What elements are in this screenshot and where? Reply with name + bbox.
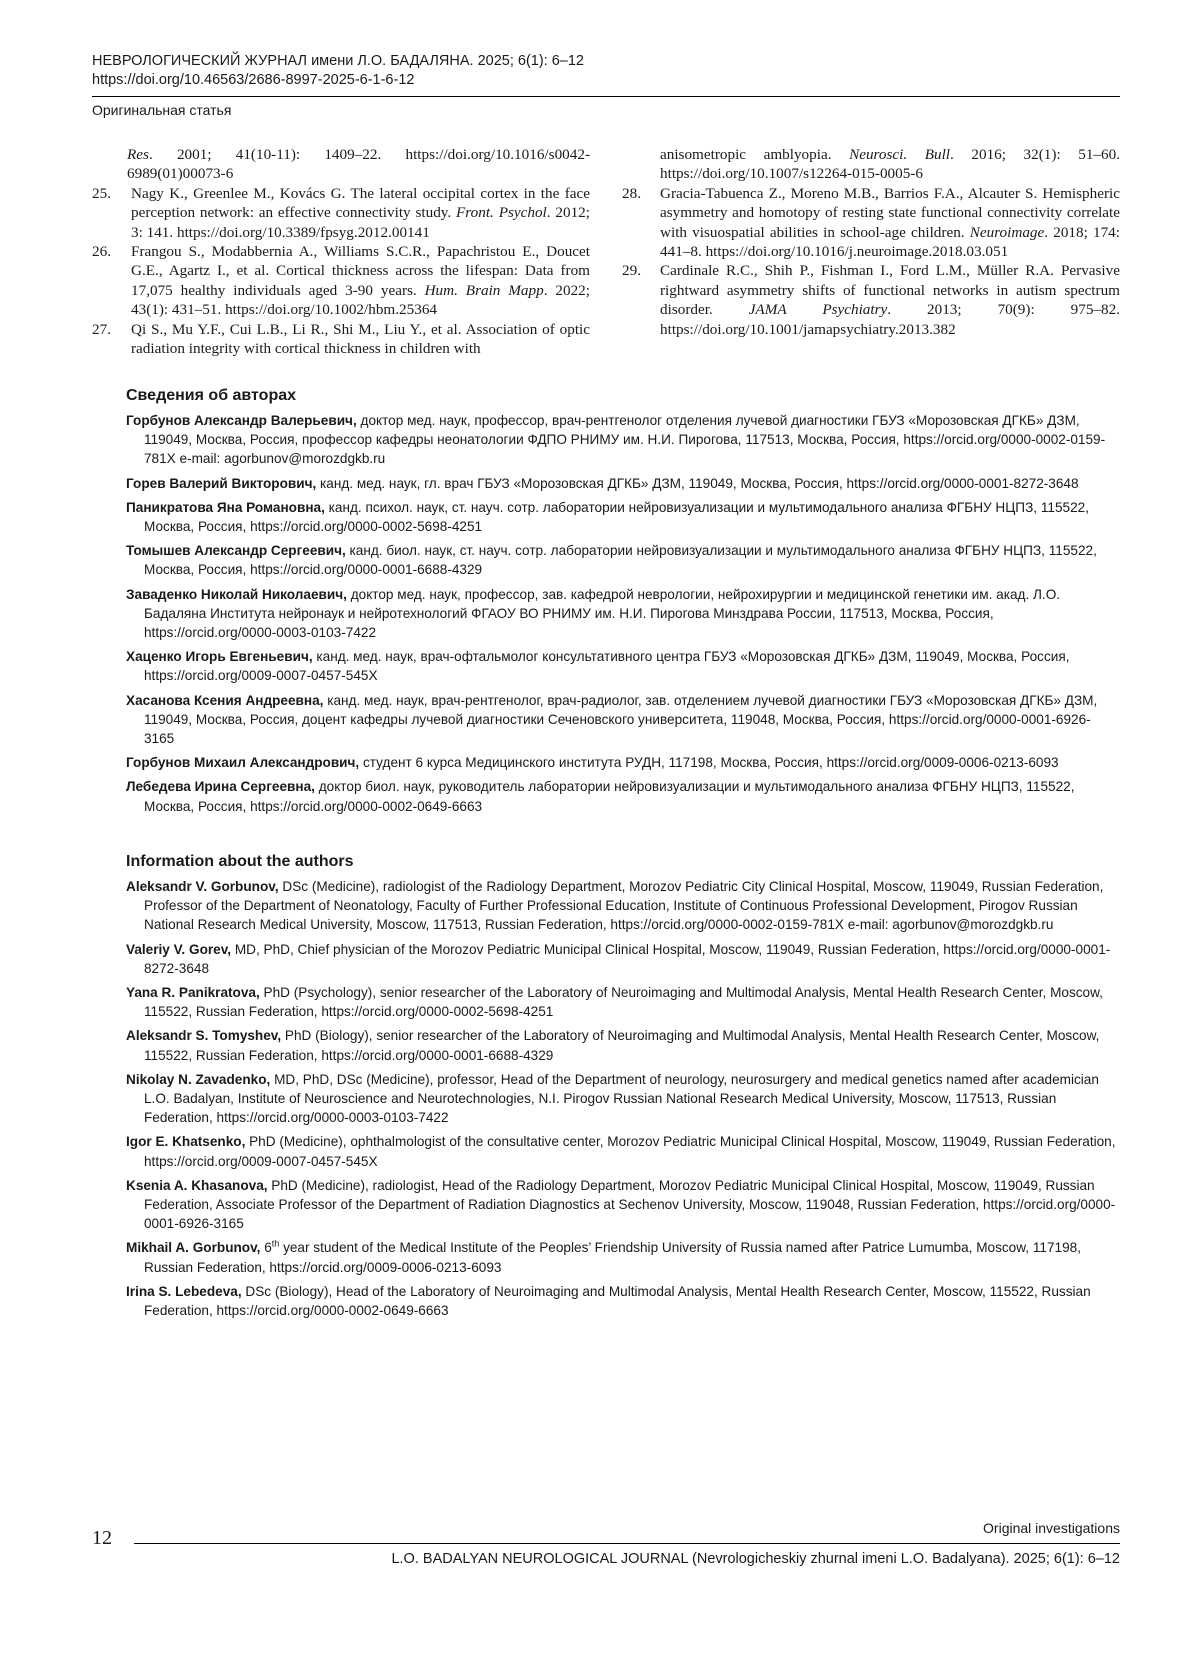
author-name: Паникратова Яна Романовна,	[126, 499, 325, 515]
author-details: доктор биол. наук, руководитель лаборатории нейровизуализации и мультимодального анализа ФГБНУ НЦПЗ, 115522, Москва, Россия, https://orcid.org/0000-0002-0649-6663	[144, 779, 1075, 814]
author-details: канд. мед. наук, врач-рентгенолог, врач-радиолог, зав. отделением лучевой диагностики ГБУЗ «Морозовская ДГКБ» ДЗМ, 119049, Москва, Россия, доцент кафедры лучевой диагностики Сеченовского университета, 119048, Москва, Россия, https://orcid.org/0000-0001-6926-3165	[144, 692, 1098, 747]
author-details: MD, PhD, Chief physician of the Morozov Pediatric Municipal Clinical Hospital, Moscow, 119049, Russian Federation, https://orcid.org/0000-0001-8272-3648	[144, 941, 1111, 976]
references-right-column	[622, 145, 1120, 339]
reference-text: Cardinale R.C., Shih P., Fishman I., Ford L.M., Müller R.A. Pervasive rightward asymmetry shifts of functional networks in autism spectrum disorder.	[660, 262, 1120, 319]
author-entry	[126, 647, 1120, 685]
reference-journal: Neurosci. Bull	[849, 146, 951, 163]
author-details-continued: year student of the Medical Institute of the Peoples’ Friendship University of Russia named after Patrice Lumumba, Moscow, 117198, Russian Federation, https://orcid.org/0009-0006-0213-6093	[144, 1240, 1081, 1275]
author-name: Хасанова Ксения Андреевна,	[126, 692, 324, 708]
author-name: Лебедева Ирина Сергеевна,	[126, 779, 315, 795]
author-name: Valeriy V. Gorev,	[126, 941, 232, 957]
footer-article-type: Original investigations	[983, 1520, 1120, 1536]
author-details: PhD (Psychology), senior researcher of the Laboratory of Neuroimaging and Multimodal Analysis, Mental Health Research Center, Moscow, 115522, Russian Federation, https://orcid.org/0000-0002-5698-4251	[144, 985, 1103, 1020]
author-details: DSc (Biology), Head of the Laboratory of Neuroimaging and Multimodal Analysis, Mental Health Research Center, Moscow, 115522, Russian Federation, https://orcid.org/0000-0002-0649-6663	[144, 1283, 1091, 1319]
author-details: канд. психол. наук, ст. науч. сотр. лаборатории нейровизуализации и мультимодального анализа ФГБНУ НЦПЗ, 115522, Москва, Россия, https://orcid.org/0000-0002-5698-4251	[144, 499, 1089, 535]
reference-text: Qi S., Mu Y.F., Cui L.B., Li R., Shi M., Liu Y., et al. Association of optic radiation integrity with cortical thickness in children with	[131, 320, 590, 358]
reference-item	[622, 145, 1120, 184]
section-title: Information about the authors	[126, 853, 354, 870]
reference-number: 26.	[92, 243, 111, 261]
reference-number: 25.	[92, 184, 111, 202]
author-entry	[126, 983, 1120, 1021]
reference-text: anisometropic amblyopia.	[660, 146, 850, 163]
authors-section-ru	[126, 386, 1120, 821]
footer-rule	[134, 1543, 1120, 1544]
author-details: канд. мед. наук, гл. врач ГБУЗ «Морозовская ДГКБ» ДЗМ, 119049, Москва, Россия, https://orcid.org/0000-0001-8272-3648	[316, 475, 1079, 491]
header-rule	[92, 96, 1120, 97]
reference-item	[92, 242, 590, 320]
author-entry	[126, 691, 1120, 749]
article-doi[interactable]: https://doi.org/10.46563/2686-8997-2025-6-1-6-12	[92, 72, 415, 88]
author-entry	[126, 940, 1120, 978]
author-name: Aleksandr V. Gorbunov,	[126, 879, 279, 894]
page-header	[92, 52, 1120, 90]
journal-title: НЕВРОЛОГИЧЕСКИЙ ЖУРНАЛ имени Л.О. БАДАЛЯНА. 2025; 6(1): 6–12	[92, 53, 584, 69]
section-title: Сведения об авторах	[126, 387, 297, 404]
reference-item	[92, 145, 590, 184]
author-entry	[126, 1026, 1120, 1064]
author-name: Хаценко Игорь Евгеньевич,	[126, 649, 313, 665]
author-entry	[126, 1176, 1120, 1234]
reference-journal: Neuroimage	[969, 223, 1045, 241]
reference-item	[622, 261, 1120, 339]
author-name: Заваденко Николай Николаевич,	[126, 586, 347, 602]
author-name: Горбунов Михаил Александрович,	[126, 755, 360, 771]
author-entry	[126, 541, 1120, 579]
author-name: Irina S. Lebedeva,	[126, 1283, 242, 1299]
footer-journal-title: L.O. BADALYAN NEUROLOGICAL JOURNAL (Nevrologicheskiy zhurnal imeni L.O. Badalyana). 2025; 6(1): 6–12	[391, 1551, 1120, 1567]
author-entry	[126, 498, 1120, 536]
reference-details: . 2018; 174: 441–8. https://doi.org/10.1016/j.neuroimage.2018.03.051	[660, 223, 1120, 261]
author-name: Yana R. Panikratova,	[126, 985, 260, 1001]
author-entry	[126, 777, 1120, 815]
author-name: Aleksandr S. Tomyshev,	[126, 1028, 282, 1044]
reference-details: . 2001; 41(10-11): 1409–22. https://doi.org/10.1016/s0042-6989(01)00073-6	[127, 146, 590, 183]
author-details: канд. мед. наук, врач-офтальмолог консультативного центра ГБУЗ «Морозовская ДГКБ» ДЗМ, 119049, Москва, Россия, https://orcid.org/0009-0007-0457-545X	[144, 649, 1070, 684]
author-entry	[126, 1282, 1120, 1320]
reference-details: . 2013; 70(9): 975–82. https://doi.org/10.1001/jamapsychiatry.2013.382	[660, 301, 1120, 338]
reference-journal: Hum. Brain Mapp	[424, 281, 544, 299]
reference-journal: Front. Psychol	[456, 204, 547, 222]
reference-item	[92, 184, 590, 242]
author-entry	[126, 1070, 1120, 1128]
author-entry	[126, 753, 1120, 772]
reference-number: 28.	[622, 184, 641, 202]
author-details: MD, PhD, DSc (Medicine), professor, Head of the Department of neurology, neurosurgery and medical genetics named after academician L.O. Badalyan, Institute of Neuroscience and Neurotechnologies, N.I. Pirogov Russian National Research Medical University, Moscow, 117513, Russian Federation, https://orcid.org/0000-0003-0103-7422	[144, 1071, 1099, 1126]
author-details: студент 6 курса Медицинского института РУДН, 117198, Москва, Россия, https://orcid.org/0009-0006-0213-6093	[359, 755, 1059, 771]
author-entry	[126, 1238, 1120, 1276]
author-details: DSc (Medicine), radiologist of the Radiology Department, Morozov Pediatric City Clinical Hospital, Moscow, 119049, Russian Federation, Professor of the Department of Neonatology, Faculty of Further Professional Education, Institute of Continuous Professional Development, Pirogov Russian National Research Medical University, Moscow, 117513, Russian Federation, https://orcid.org/0000-0002-0159-781X e-mail: agorbunov@morozdgkb.ru	[144, 879, 1104, 933]
author-details: доктор мед. наук, профессор, зав. кафедрой неврологии, нейрохирургии и медицинской генетики им. акад. Л.О. Бадаляна Института нейронаук и нейротехнологий ФГАОУ ВО РНИМУ им. Н.И. Пирогова Минздрава России, 117513, Москва, Россия, https://orcid.org/0000-0003-0103-7422	[144, 586, 1061, 641]
reference-details: . 2012; 3: 141. https://doi.org/10.3389/fpsyg.2012.00141	[131, 204, 590, 241]
author-name: Томышев Александр Сергеевич,	[126, 543, 346, 559]
author-entry	[126, 411, 1120, 469]
reference-number: 29.	[622, 262, 641, 280]
author-name: Mikhail A. Gorbunov,	[126, 1240, 261, 1256]
reference-details: . 2022; 43(1): 431–51. https://doi.org/10.1002/hbm.25364	[131, 281, 590, 319]
reference-text: Frangou S., Modabbernia A., Williams S.C.R., Papachristou E., Doucet G.E., Agartz I., et al. Cortical thickness across the lifespan: Data from 17,075 healthy individuals aged 3-90 years.	[131, 243, 590, 299]
author-details: 6	[260, 1240, 272, 1256]
author-details: PhD (Medicine), ophthalmologist of the consultative center, Morozov Pediatric Municipal Clinical Hospital, Moscow, 119049, Russian Federation, https://orcid.org/0009-0007-0457-545X	[144, 1134, 1116, 1169]
references-left-column	[92, 145, 590, 358]
page-number: 12	[92, 1527, 112, 1549]
author-details: канд. биол. наук, ст. науч. сотр. лаборатории нейровизуализации и мультимодального анализа ФГБНУ НЦПЗ, 115522, Москва, Россия, https://orcid.org/0000-0001-6688-4329	[144, 543, 1097, 578]
reference-number: 27.	[92, 320, 111, 338]
reference-journal: Res	[127, 146, 149, 163]
author-name: Nikolay N. Zavadenko,	[126, 1071, 271, 1087]
author-entry	[126, 585, 1120, 643]
author-name: Ksenia A. Khasanova,	[126, 1177, 268, 1193]
reference-item	[92, 320, 590, 359]
reference-text: Gracia-Tabuenca Z., Moreno M.B., Barrios F.A., Alcauter S. Hemispheric asymmetry and homotopy of resting state functional connectivity correlate with visuospatial abilities in school-age children.	[660, 184, 1120, 241]
authors-section-en	[126, 852, 1120, 1325]
reference-journal: JAMA Psychiatry	[748, 301, 888, 319]
author-entry	[126, 474, 1120, 493]
author-name: Горбунов Александр Валерьевич,	[126, 413, 357, 428]
author-name: Горев Валерий Викторович,	[126, 475, 317, 491]
reference-item	[622, 184, 1120, 262]
author-name: Igor E. Khatsenko,	[126, 1134, 246, 1150]
author-entry	[126, 877, 1120, 935]
reference-text: Nagy K., Greenlee M., Kovács G. The lateral occipital cortex in the face perception network: an effective connectivity study.	[131, 184, 590, 222]
author-details: PhD (Biology), senior researcher of the Laboratory of Neuroimaging and Multimodal Analysis, Mental Health Research Center, Moscow, 115522, Russian Federation, https://orcid.org/0000-0001-6688-4329	[144, 1028, 1100, 1063]
author-details: доктор мед. наук, профессор, врач-рентгенолог отделения лучевой диагностики ГБУЗ «Морозовская ДГКБ» ДЗМ, 119049, Москва, Россия, профессор кафедры неонатологии ФДПО РНИМУ им. Н.И. Пирогова, 117513, Москва, Россия, https://orcid.org/0000-0002-0159-781X e-mail: agorbunov@morozdgkb.ru	[144, 413, 1106, 467]
article-type: Оригинальная статья	[92, 102, 232, 118]
ordinal-superscript: th	[271, 1238, 280, 1249]
reference-details: . 2016; 32(1): 51–60. https://doi.org/10.1007/s12264-015-0005-6	[660, 146, 1120, 183]
author-entry	[126, 1132, 1120, 1170]
author-details: PhD (Medicine), radiologist, Head of the Radiology Department, Morozov Pediatric Municipal Clinical Hospital, Moscow, 119049, Russian Federation, Associate Professor of the Department of Radiation Diagnostics at Sechenov University, Moscow, 119048, Russian Federation, https://orcid.org/0000-0001-6926-3165	[144, 1177, 1116, 1232]
